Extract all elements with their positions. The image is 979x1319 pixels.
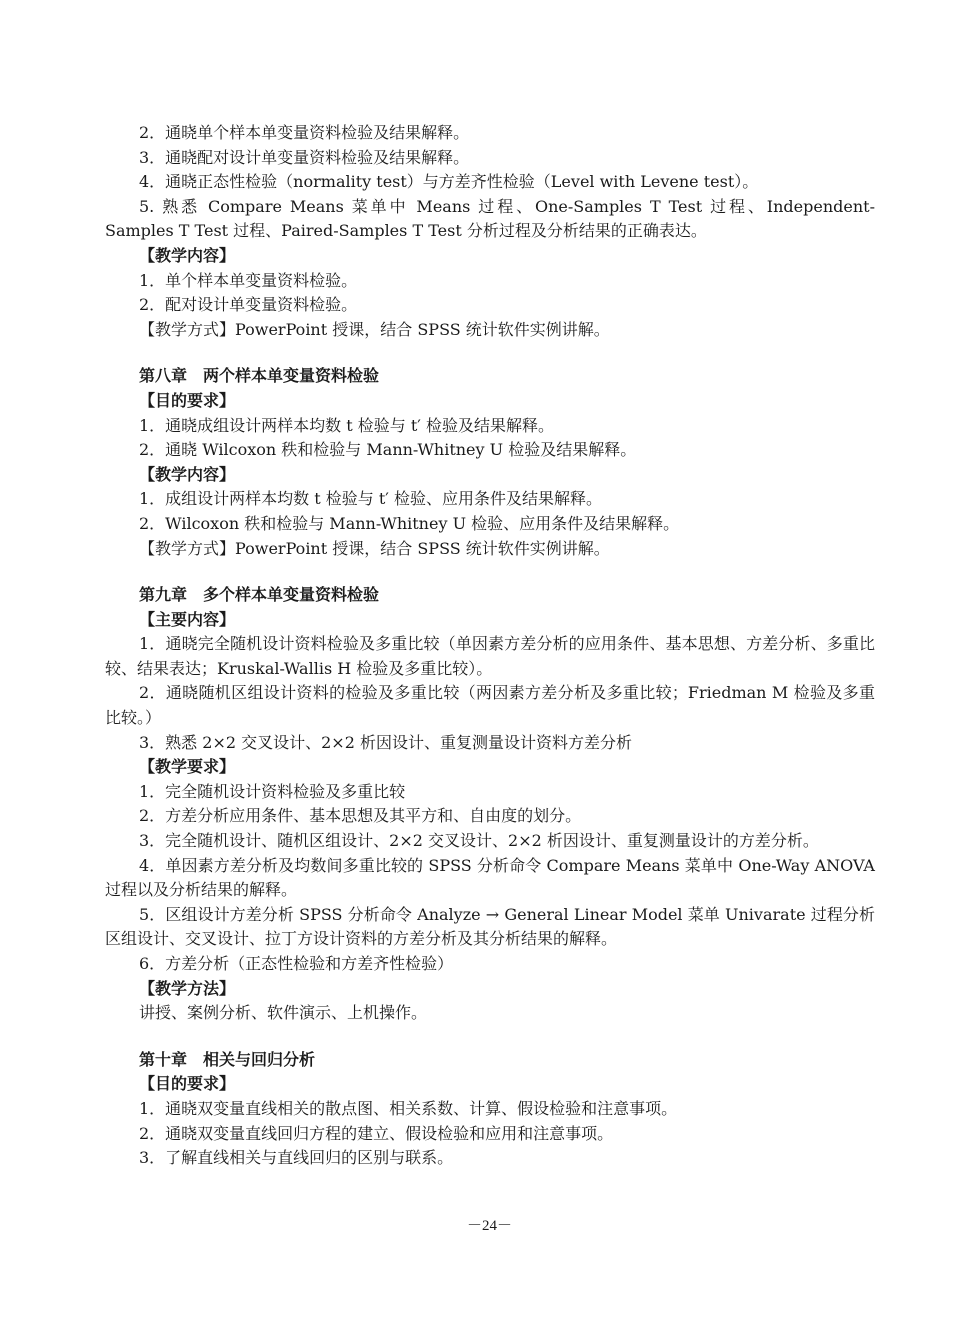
chapter-title: 第八章 两个样本单变量资料检验 xyxy=(139,366,380,386)
section-heading: 【教学内容】 xyxy=(139,245,236,265)
section-heading: 【目的要求】 xyxy=(139,390,236,410)
list-item: 1．完全随机设计资料检验及多重比较 xyxy=(139,781,406,801)
list-item: 4．单因素方差分析及均数间多重比较的 SPSS 分析命令 Compare Means 菜单中 One-Way ANOVA 过程以及分析结果的解释。 xyxy=(105,855,875,900)
chapter-title: 第十章 相关与回归分析 xyxy=(139,1049,316,1069)
list-item: 1．单个样本单变量资料检验。 xyxy=(139,270,358,290)
teaching-method-line: 【教学方式】PowerPoint 授课，结合 SPSS 统计软件实例讲解。 xyxy=(139,319,610,339)
list-item: 2．配对设计单变量资料检验。 xyxy=(139,295,358,315)
section-heading: 【教学要求】 xyxy=(139,757,236,777)
section-heading: 【教学内容】 xyxy=(139,464,236,484)
page-body xyxy=(105,121,875,1171)
section-heading: 【主要内容】 xyxy=(139,609,236,629)
list-item: 3．熟悉 2×2 交叉设计、2×2 析因设计、重复测量设计资料方差分析 xyxy=(139,732,632,752)
list-item: 2．通晓随机区组设计资料的检验及多重比较（两因素方差分析及多重比较；Friedman M 检验及多重比较。） xyxy=(105,683,875,728)
list-item: 2．通晓双变量直线回归方程的建立、假设检验和应用和注意事项。 xyxy=(139,1123,614,1143)
list-item: 2．通晓 Wilcoxon 秩和检验与 Mann-Whitney U 检验及结果解释。 xyxy=(139,440,637,460)
section-heading: 【教学方法】 xyxy=(139,978,236,998)
chapter-title: 第九章 多个样本单变量资料检验 xyxy=(139,585,380,605)
list-item: 1．通晓双变量直线相关的散点图、相关系数、计算、假设检验和注意事项。 xyxy=(139,1098,678,1118)
list-item: 3．完全随机设计、随机区组设计、2×2 交叉设计、2×2 析因设计、重复测量设计的方差分析。 xyxy=(139,831,819,851)
list-item: 2．Wilcoxon 秩和检验与 Mann-Whitney U 检验、应用条件及结果解释。 xyxy=(139,513,680,533)
teaching-method-line: 【教学方式】PowerPoint 授课，结合 SPSS 统计软件实例讲解。 xyxy=(139,538,610,558)
list-item: 1．成组设计两样本均数 t 检验与 t′ 检验、应用条件及结果解释。 xyxy=(139,489,603,509)
list-item: 5. 熟悉 Compare Means 菜单中 Means 过程、One-Samples T Test 过程、Independent-Samples T Test 过程、Paired-Samples T Test 分析过程及分析结果的正确表达。 xyxy=(105,196,875,241)
list-item: 2．方差分析应用条件、基本思想及其平方和、自由度的划分。 xyxy=(139,806,582,826)
paragraph: 讲授、案例分析、软件演示、上机操作。 xyxy=(139,1003,428,1023)
list-item: 6．方差分析（正态性检验和方差齐性检验） xyxy=(139,954,454,973)
list-item: 2．通晓单个样本单变量资料检验及结果解释。 xyxy=(139,123,470,142)
list-item: 4．通晓正态性检验（normality test）与方差齐性检验（Level with Levene test）。 xyxy=(139,172,759,192)
list-item: 5．区组设计方差分析 SPSS 分析命令 Analyze → General Linear Model 菜单 Univarate 过程分析区组设计、交叉设计、拉丁方设计资料的方差分析及其分析结果的解释。 xyxy=(105,904,875,949)
section-heading: 【目的要求】 xyxy=(139,1074,236,1094)
list-item: 1．通晓完全随机设计资料检验及多重比较（单因素方差分析的应用条件、基本思想、方差分析、多重比较、结果表达；Kruskal-Wallis H 检验及多重比较）。 xyxy=(105,634,875,678)
page-number: －24－ xyxy=(466,1218,512,1234)
list-item: 3．通晓配对设计单变量资料检验及结果解释。 xyxy=(139,147,470,167)
list-item: 1．通晓成组设计两样本均数 t 检验与 t′ 检验及结果解释。 xyxy=(139,415,555,435)
list-item: 3．了解直线相关与直线回归的区别与联系。 xyxy=(139,1148,454,1168)
